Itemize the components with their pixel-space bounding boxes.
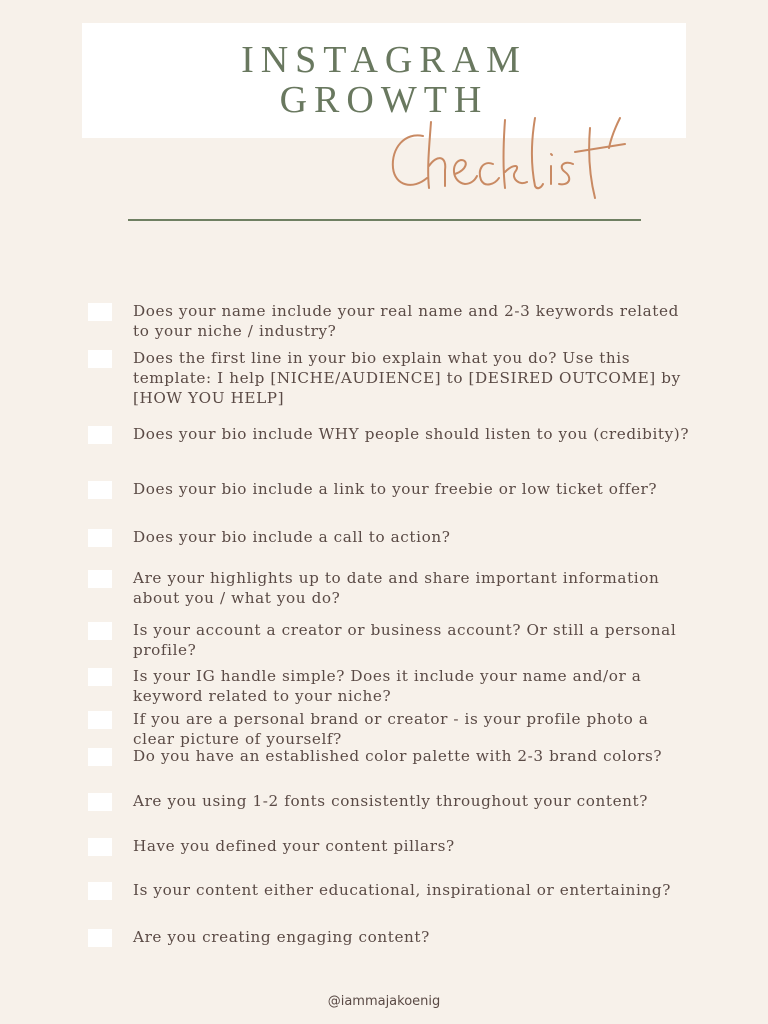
- divider-rule: [128, 219, 641, 221]
- checklist-item-text: Does the first line in your bio explain what you do? Use this template: I help [NICHE/AUDIENCE] to [DESIRED OUTCOME] by [HOW YOU HELP]: [133, 349, 681, 407]
- checkbox[interactable]: [88, 882, 112, 900]
- checkbox[interactable]: [88, 668, 112, 686]
- checkbox[interactable]: [88, 793, 112, 811]
- checklist-item-text: Is your account a creator or business account? Or still a personal profile?: [133, 621, 677, 659]
- checkbox[interactable]: [88, 529, 112, 547]
- checklist-item-text: If you are a personal brand or creator - is your profile photo a clear picture of yourself?: [133, 710, 649, 748]
- checkbox[interactable]: [88, 570, 112, 588]
- checklist-item-text: Are you creating engaging content?: [133, 928, 430, 946]
- checkbox[interactable]: [88, 426, 112, 444]
- checkbox[interactable]: [88, 838, 112, 856]
- checklist-item-text: Are you using 1-2 fonts consistently throughout your content?: [133, 792, 648, 810]
- checkbox[interactable]: [88, 929, 112, 947]
- checklist-item-text: Is your IG handle simple? Does it include your name and/or a keyword related to your niche?: [133, 667, 642, 705]
- checkbox[interactable]: [88, 481, 112, 499]
- checkbox[interactable]: [88, 350, 112, 368]
- checklist-item-text: Does your name include your real name and 2-3 keywords related to your niche / industry?: [133, 302, 679, 340]
- checklist-item-text: Do you have an established color palette with 2-3 brand colors?: [133, 747, 663, 765]
- checkbox[interactable]: [88, 748, 112, 766]
- checklist-item-text: Does your bio include a link to your freebie or low ticket offer?: [133, 480, 658, 498]
- checkbox[interactable]: [88, 622, 112, 640]
- checkbox[interactable]: [88, 711, 112, 729]
- script-word-checklist: [385, 108, 665, 203]
- checkbox[interactable]: [88, 303, 112, 321]
- title-line-1: INSTAGRAM: [241, 39, 527, 81]
- checklist-item-text: Does your bio include a call to action?: [133, 528, 451, 546]
- footer-handle: @iammajakoenig: [327, 994, 441, 1009]
- checklist-item-text: Have you defined your content pillars?: [133, 837, 455, 855]
- checklist-item-text: Is your content either educational, inspirational or entertaining?: [133, 881, 671, 899]
- checklist-item-text: Are your highlights up to date and share important information about you / what you do?: [133, 569, 660, 607]
- checklist-item-text: Does your bio include WHY people should listen to you (credibity)?: [133, 425, 690, 443]
- checklist-script-logo: [385, 108, 665, 203]
- title-line-2: GROWTH: [279, 79, 489, 121]
